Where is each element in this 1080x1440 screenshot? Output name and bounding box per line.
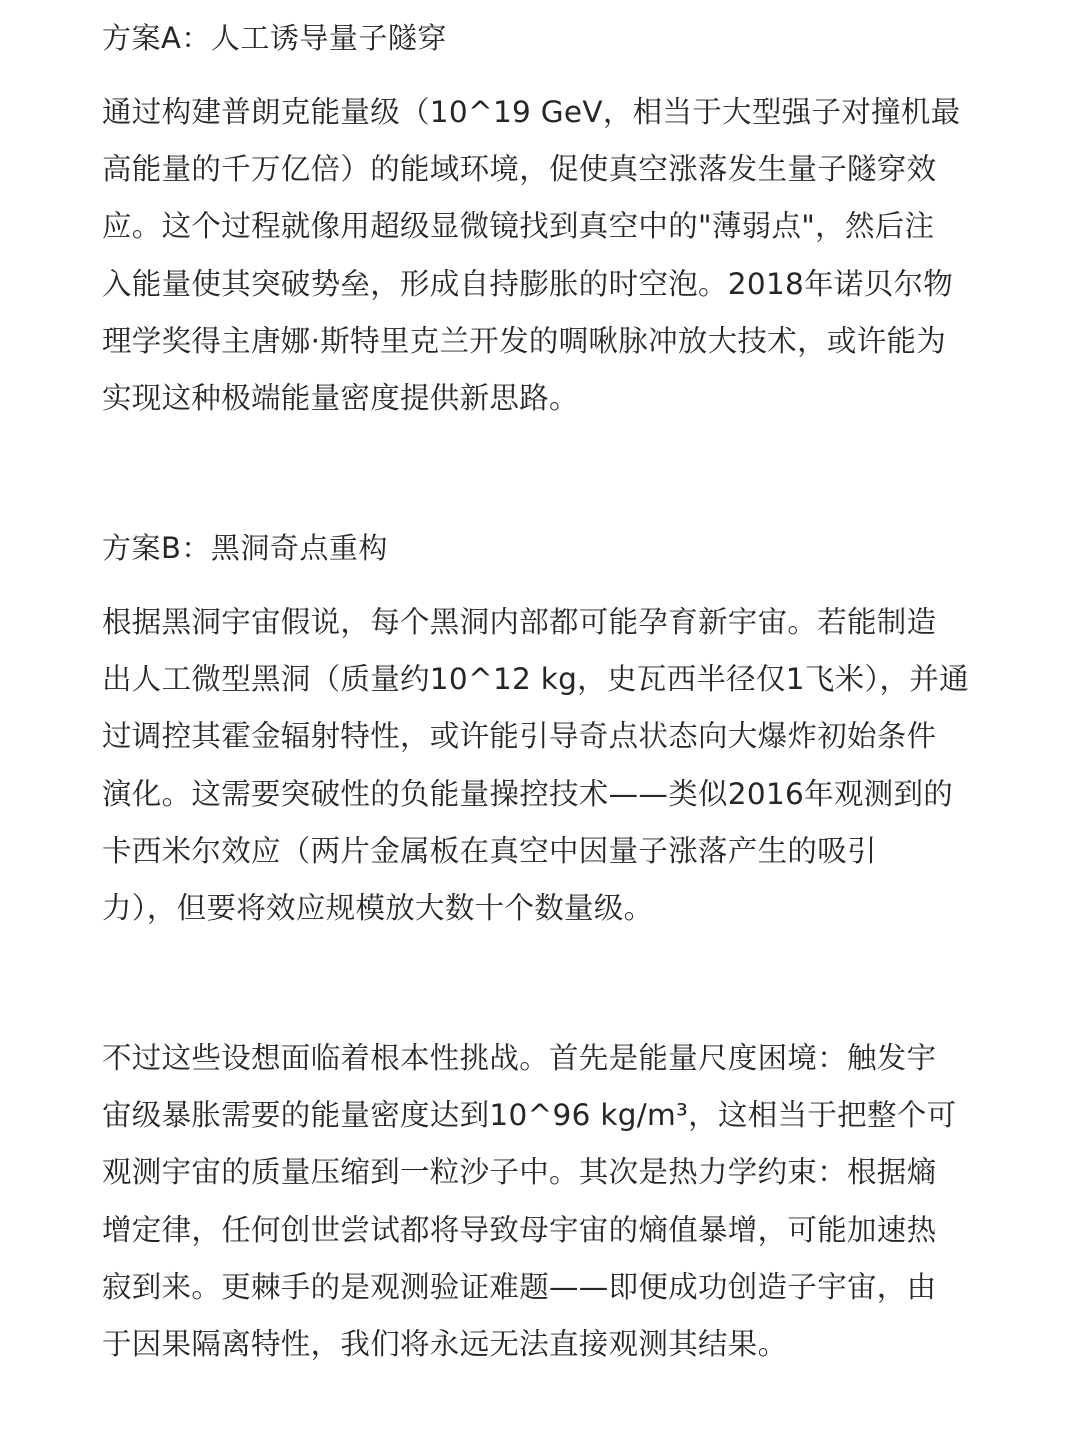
paragraph-line: 高能量的千万亿倍）的能域环境，促使真空涨落发生量子隧穿效 [102,152,937,187]
paragraph-line: 理学奖得主唐娜·斯特里克兰开发的啁啾脉冲放大技术，或许能为 [102,323,947,358]
paragraph-line: 演化。这需要突破性的负能量操控技术——类似2016年观测到的 [102,776,954,811]
paragraph-line: 实现这种极端能量密度提供新思路。 [102,381,579,416]
paragraph-line: 卡西米尔效应（两片金属板在真空中因量子涨落产生的吸引 [102,833,877,868]
section-a-paragraph [102,84,960,427]
paragraph-line: 不过这些设想面临着根本性挑战。首先是能量尺度困境：触发宇 [102,1041,937,1075]
section-b-heading: 方案B：黑洞奇点重构 [102,531,388,565]
paragraph-line: 出人工微型黑洞（质量约10^12 kg，史瓦西半径仅1飞米），并通 [102,662,969,697]
paragraph-line: 力），但要将效应规模放大数十个数量级。 [102,891,654,926]
section-b-paragraph [102,594,969,937]
paragraph-line: 过调控其霍金辐射特性，或许能引导奇点状态向大爆炸初始条件 [102,719,937,754]
paragraph-line: 通过构建普朗克能量级（10^19 GeV，相当于大型强子对撞机最 [102,95,961,129]
paragraph-line: 根据黑洞宇宙假说，每个黑洞内部都可能孕育新宇宙。若能制造 [102,605,937,639]
paragraph-line: 增定律，任何创世尝试都将导致母宇宙的熵值暴增，可能加速热 [102,1212,937,1247]
paragraph-line: 宙级暴胀需要的能量密度达到10^96 kg/m³，这相当于把整个可 [102,1098,957,1133]
paragraph-line: 观测宇宙的质量压缩到一粒沙子中。其次是热力学约束：根据熵 [102,1155,937,1190]
paragraph-line: 入能量使其突破势垒，形成自持膨胀的时空泡。2018年诺贝尔物 [102,266,954,301]
paragraph-line: 寂到来。更棘手的是观测验证难题——即便成功创造子宇宙，由 [102,1269,937,1304]
paragraph-line: 于因果隔离特性，我们将永远无法直接观测其结果。 [102,1327,788,1362]
paragraph-line: 应。这个过程就像用超级显微镜找到真空中的"薄弱点"，然后注 [102,209,935,244]
section-a-heading: 方案A：人工诱导量子隧穿 [102,21,447,55]
challenges-paragraph [102,1030,956,1373]
